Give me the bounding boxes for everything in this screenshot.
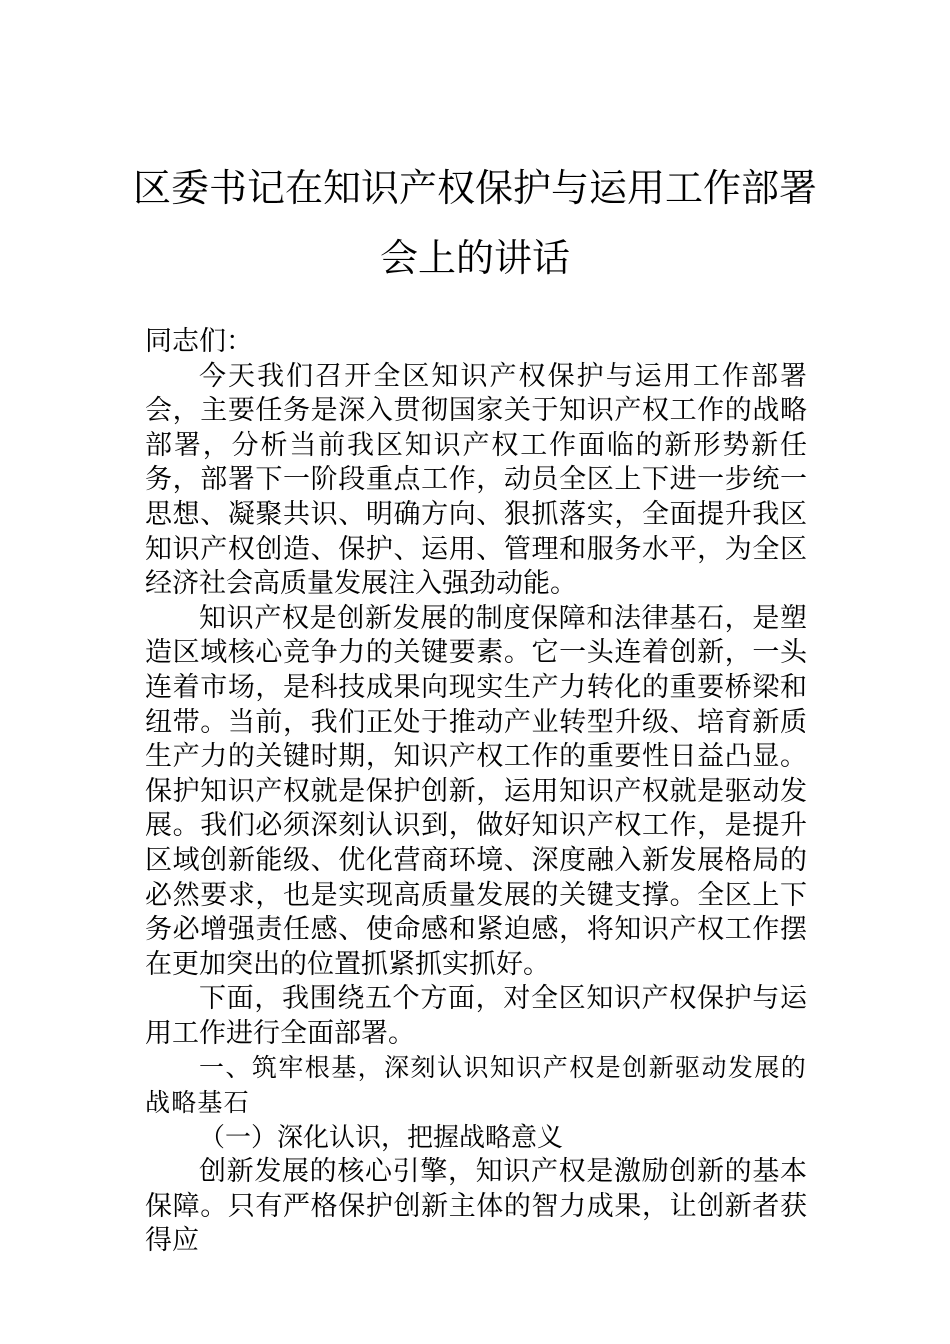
- document-body: [145, 325, 807, 1259]
- paragraph-overview: 下面，我围绕五个方面，对全区知识产权保护与运用工作进行全面部署。: [145, 983, 807, 1049]
- paragraph-innovation: 创新发展的核心引擎，知识产权是激励创新的基本保障。只有严格保护创新主体的智力成果，让创新者获得应: [145, 1156, 807, 1257]
- paragraph-significance: 知识产权是创新发展的制度保障和法律基石，是塑造区域核心竞争力的关键要素。它一头连着创新，一头连着市场，是科技成果向现实生产力转化的重要桥梁和纽带。当前，我们正处于推动产业转型升级、培育新质生产力的关键时期，知识产权工作的重要性日益凸显。保护知识产权就是保护创新，运用知识产权就是驱动发展。我们必须深刻认识到，做好知识产权工作，是提升区域创新能级、优化营商环境、深度融入新发展格局的必然要求，也是实现高质量发展的关键支撑。全区上下务必增强责任感、使命感和紧迫感，将知识产权工作摆在更加突出的位置抓紧抓实抓好。: [145, 602, 807, 980]
- subsection-heading-1: （一）深化认识，把握战略意义: [199, 1122, 564, 1153]
- paragraph-opening: 今天我们召开全区知识产权保护与运用工作部署会，主要任务是深入贯彻国家关于知识产权工作的战略部署，分析当前我区知识产权工作面临的新形势新任务，部署下一阶段重点工作，动员全区上下进一步统一思想、凝聚共识、明确方向、狠抓落实，全面提升我区知识产权创造、保护、运用、管理和服务水平，为全区经济社会高质量发展注入强劲动能。: [145, 360, 807, 600]
- document-title-line-2: 会上的讲话: [379, 236, 570, 280]
- section-heading-1: 一、筑牢根基，深刻认识知识产权是创新驱动发展的战略基石: [145, 1053, 807, 1118]
- salutation: 同志们：: [145, 326, 253, 357]
- document-title-line-1: 区委书记在知识产权保护与运用工作部署: [132, 166, 817, 210]
